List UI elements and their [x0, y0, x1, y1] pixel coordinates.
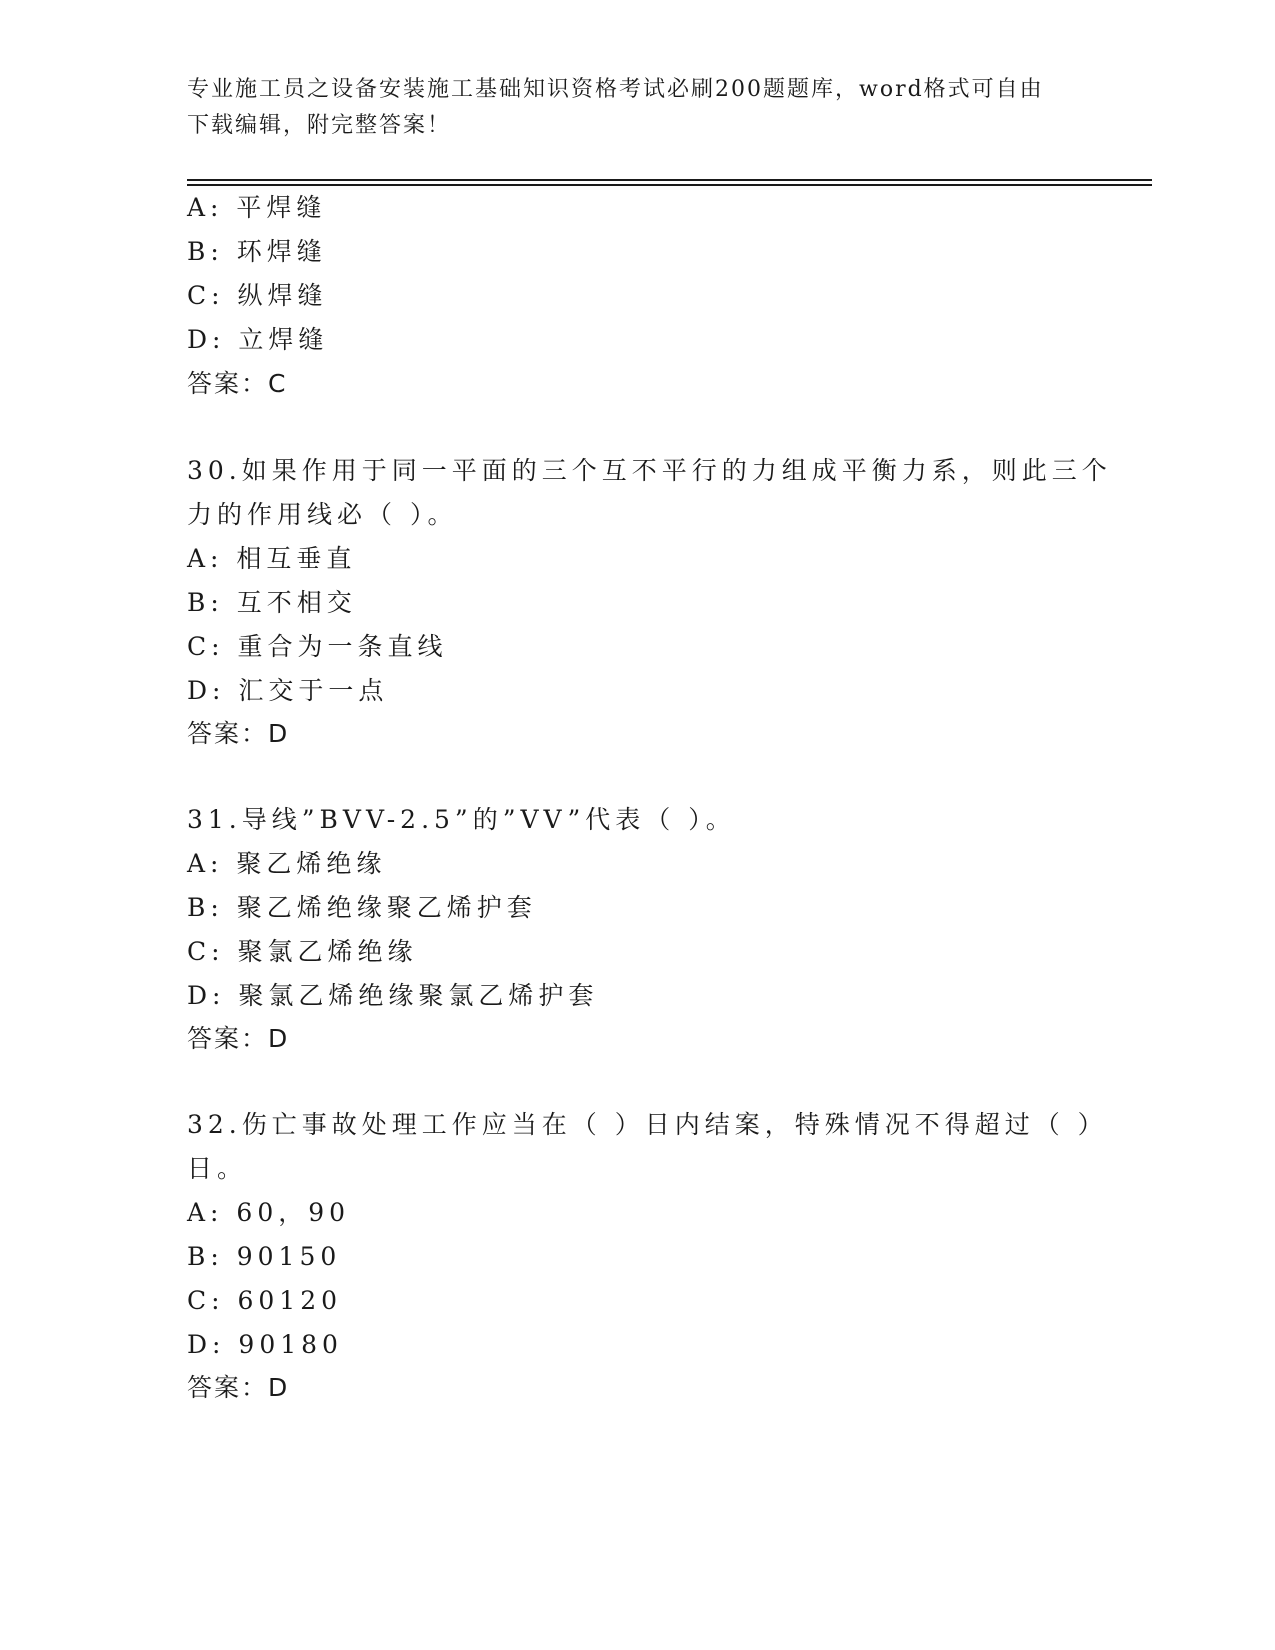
q29-option-d: D: 立焊缝 [187, 325, 329, 354]
q32-answer: 答案：D [187, 1373, 290, 1402]
q31-option-b: B: 聚乙烯绝缘聚乙烯护套 [187, 893, 537, 922]
q29-answer: 答案：C [187, 369, 288, 398]
q32-option-c: C: 60120 [187, 1286, 343, 1315]
q29-option-b: B: 环焊缝 [187, 237, 327, 266]
q30-stem-line1: 30.如果作用于同一平面的三个互不平行的力组成平衡力系，则此三个 [187, 456, 1112, 485]
q32-option-d: D: 90180 [187, 1330, 343, 1359]
q31-option-c: C: 聚氯乙烯绝缘 [187, 937, 418, 966]
q29-option-c: C: 纵焊缝 [187, 281, 328, 310]
q31-option-d: D: 聚氯乙烯绝缘聚氯乙烯护套 [187, 981, 599, 1010]
q32-stem-line2: 日。 [187, 1154, 248, 1183]
q30-option-a: A: 相互垂直 [187, 544, 357, 573]
q30-option-c: C: 重合为一条直线 [187, 632, 448, 661]
header-divider-bottom [187, 184, 1152, 186]
q32-option-a: A: 60，90 [187, 1198, 351, 1227]
q30-option-d: D: 汇交于一点 [187, 676, 389, 705]
q32-stem-line1: 32.伤亡事故处理工作应当在（ ）日内结案，特殊情况不得超过（ ） [187, 1110, 1108, 1139]
q30-option-b: B: 互不相交 [187, 588, 357, 617]
q31-answer: 答案：D [187, 1024, 290, 1053]
q29-option-a: A: 平焊缝 [187, 193, 327, 222]
q30-stem-line2: 力的作用线必（ ）。 [187, 500, 458, 529]
q31-stem-line1: 31.导线”BVV-2.5”的”VV”代表（ ）。 [187, 805, 736, 834]
q32-option-b: B: 90150 [187, 1242, 342, 1271]
document-header: 专业施工员之设备安装施工基础知识资格考试必刷200题题库，word格式可自由下载编辑，附完整答案！ [187, 77, 1044, 138]
header-divider-top [187, 179, 1152, 181]
q30-answer: 答案：D [187, 719, 290, 748]
q31-option-a: A: 聚乙烯绝缘 [187, 849, 387, 878]
